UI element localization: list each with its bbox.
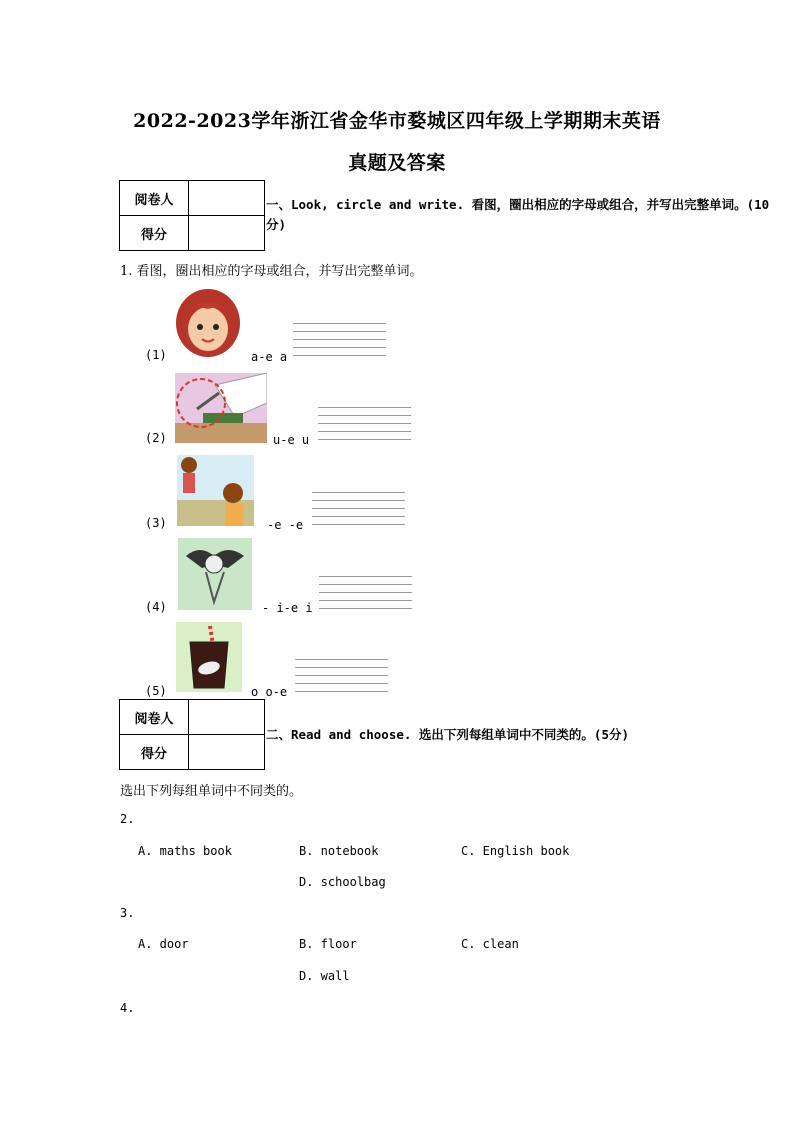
item-number: (4) — [145, 600, 167, 614]
section1-heading: 一、Look, circle and write. 看图，圈出相应的字母或组合，并写出完整单词。(10 分) — [266, 197, 770, 232]
score-box — [119, 180, 265, 251]
coke-glass-picture — [176, 622, 242, 692]
writing-lines[interactable] — [318, 407, 411, 447]
score-box — [119, 699, 265, 770]
item-number: (1) — [145, 348, 167, 362]
girl-face-picture — [175, 289, 241, 357]
writing-lines[interactable] — [312, 492, 405, 532]
option-b[interactable]: B. notebook — [299, 844, 379, 858]
item-letters: o o-e — [251, 685, 288, 699]
two-kids-picture — [177, 455, 254, 526]
question-number: 4. — [120, 1001, 135, 1015]
score-cell — [189, 216, 265, 251]
reviewer-cell — [189, 700, 265, 735]
question-1-intro: 1. 看图，圈出相应的字母或组合，并写出完整单词。 — [120, 264, 423, 279]
reviewer-cell — [189, 181, 265, 216]
option-a[interactable]: A. maths book — [138, 844, 232, 858]
item-number: (2) — [145, 431, 167, 445]
reviewer-label: 阅卷人 — [120, 700, 189, 735]
writing-lines[interactable] — [293, 323, 386, 363]
option-c[interactable]: C. English book — [461, 844, 570, 858]
item-letters: -e -e — [267, 518, 304, 532]
section2-heading: 二、Read and choose. 选出下列每组单词中不同类的。(5分) — [266, 727, 630, 742]
score-cell — [189, 735, 265, 770]
kite-picture — [178, 538, 252, 610]
option-d[interactable]: D. wall — [299, 969, 350, 983]
item-letters: - i-e i — [262, 601, 313, 615]
writing-lines[interactable] — [295, 659, 388, 699]
item-letters: a-e a — [251, 350, 288, 364]
option-c[interactable]: C. clean — [461, 937, 519, 951]
item-number: (5) — [145, 684, 167, 698]
item-letters: u-e u — [273, 433, 310, 447]
option-a[interactable]: A. door — [138, 937, 189, 951]
page-title: 2022-2023学年浙江省金华市婺城区四年级上学期期末英语 — [133, 110, 661, 132]
option-d[interactable]: D. schoolbag — [299, 875, 386, 889]
page-subtitle: 真题及答案 — [348, 152, 446, 174]
option-b[interactable]: B. floor — [299, 937, 357, 951]
writing-lines[interactable] — [319, 576, 412, 616]
score-label: 得分 — [120, 735, 189, 770]
reviewer-label: 阅卷人 — [120, 181, 189, 216]
item-number: (3) — [145, 516, 167, 530]
question-number: 3. — [120, 906, 135, 920]
score-label: 得分 — [120, 216, 189, 251]
section2-instruction: 选出下列每组单词中不同类的。 — [120, 784, 303, 799]
cutting-knife-picture — [175, 373, 267, 443]
question-number: 2. — [120, 812, 135, 826]
